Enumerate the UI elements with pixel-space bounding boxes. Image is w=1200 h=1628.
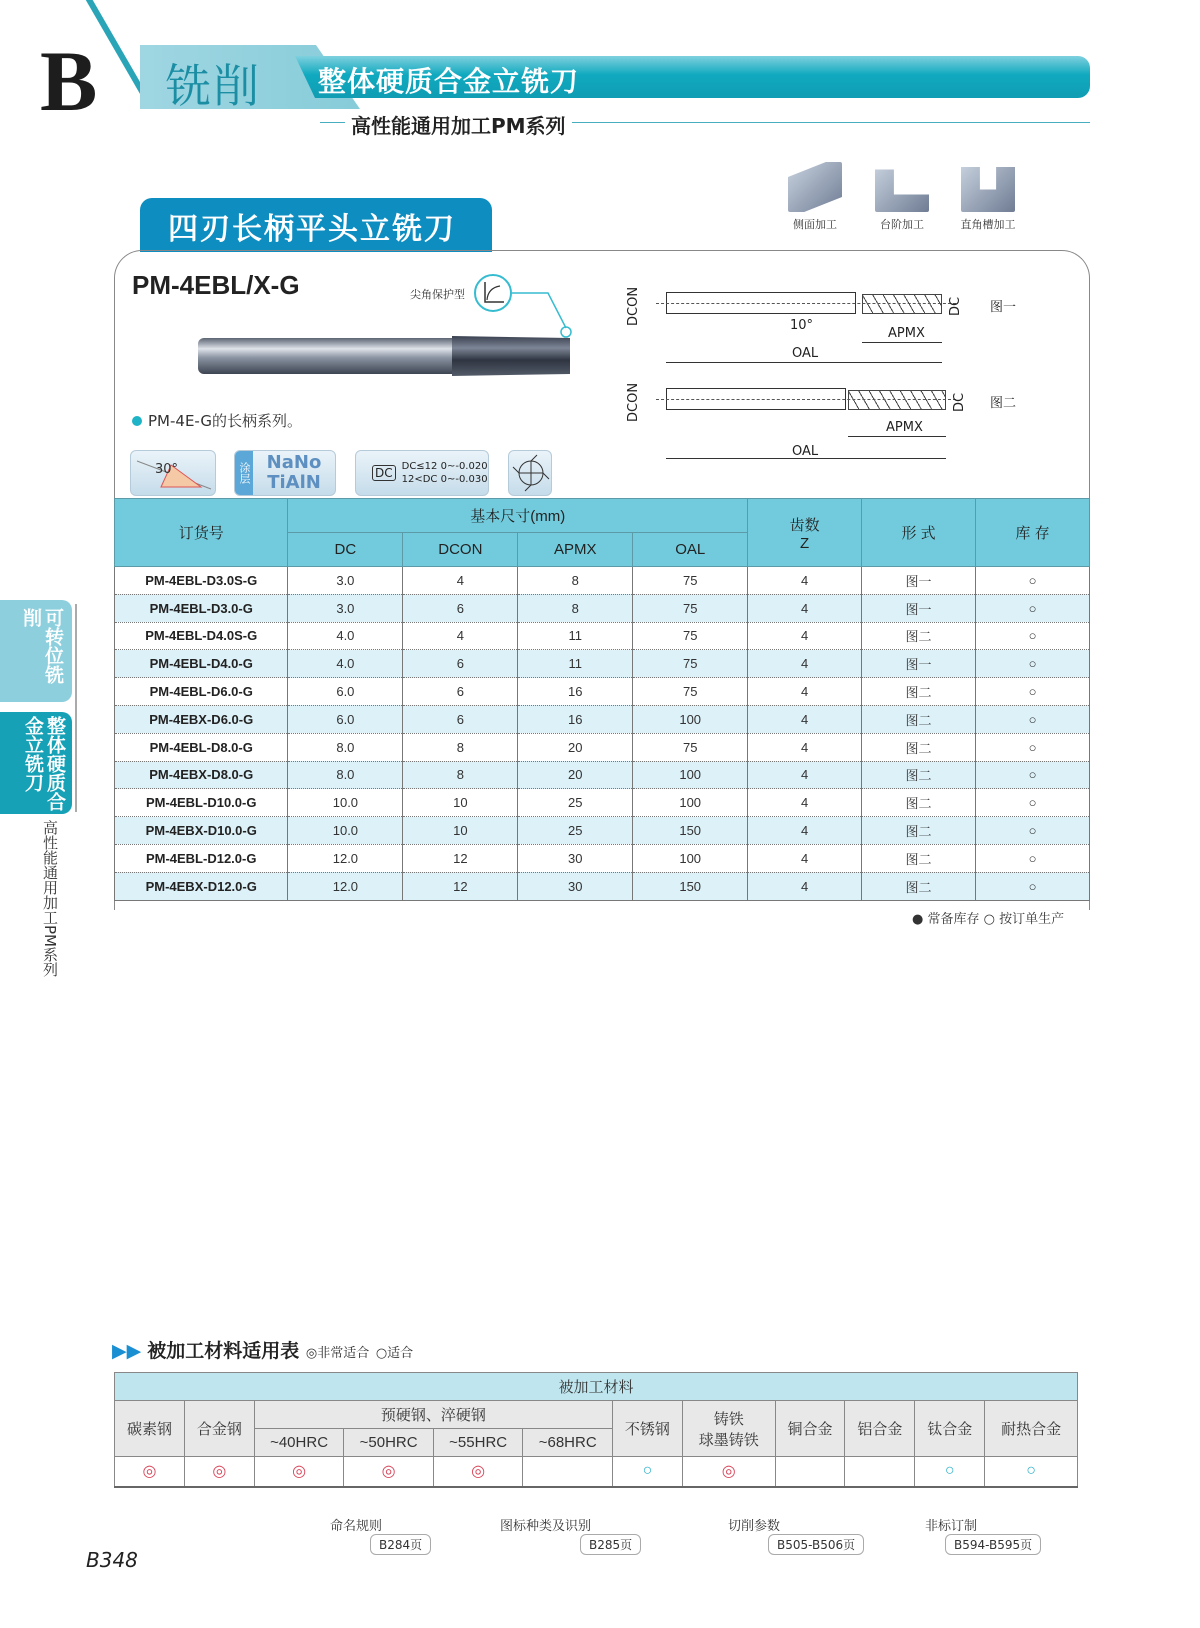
flute-outline [848,390,946,410]
endmill-flute-image [452,336,570,376]
table-row: PM-4EBL-D3.0-G 3.0 6 8 75 4 图一 ○ [115,594,1090,622]
col-dc: DC [288,533,403,567]
flute-outline [862,294,942,314]
product-description: PM-4E-G的长柄系列。 [132,410,302,431]
application-shoulder-milling: 台阶加工 [862,162,942,232]
banner-title: 整体硬质合金立铣刀 [318,65,580,98]
slot-milling-icon [961,162,1015,212]
rating-cell: ◎ [682,1457,775,1487]
page-number: B348 [86,1548,138,1572]
endmill-shank-image [198,338,454,374]
col-stock: 库 存 [976,499,1090,567]
side-milling-icon [788,162,842,212]
col-basic-dims: 基本尺寸(mm) [288,499,748,533]
rating-cell: ○ [915,1457,985,1487]
material-table: 被加工材料 碳素钢 合金钢 预硬钢、淬硬钢 不锈钢 铸铁 球墨铸铁 铜合金 铝合金 钛合金 耐热合金 ~40HRC ~50HRC ~55HRC ~68HRC ◎ ◎ ◎ ◎ ◎ ○ ◎ ○ ○ [114,1372,1078,1488]
ref-cutting-params[interactable]: 切削参数 B505-B506页 [728,1515,864,1555]
spec-table [114,498,1090,901]
figure-2-label: 图二 [990,396,1017,411]
shoulder-milling-icon [875,162,929,212]
table-row: PM-4EBL-D4.0-G 4.0 6 11 75 4 图一 ○ [115,650,1090,678]
material-table-title: ▶▶ 被加工材料适用表 ◎非常适合 ○适合 [112,1340,414,1362]
rating-cell: ○ [985,1457,1078,1487]
material-top-header: 被加工材料 [115,1373,1078,1401]
drawing-figure-1: DCON DC 10° APMX OAL [626,286,963,361]
corner-detail-icon [474,274,512,312]
four-flute-icon [508,450,552,496]
col-form: 形 式 [862,499,976,567]
helix-angle-icon [130,450,216,496]
product-model: PM-4EBL/X-G [132,270,300,300]
col-order-no: 订货号 [115,499,288,567]
table-row: PM-4EBX-D6.0-G 6.0 6 16 100 4 图二 ○ [115,705,1090,733]
series-subtitle: 高性能通用加工PM系列 [345,110,572,139]
application-side-milling: 侧面加工 [775,162,855,232]
ref-naming-rules[interactable]: 命名规则 B284页 [330,1515,431,1555]
rating-cell [845,1457,915,1487]
product-category-tab: 四刃长柄平头立铣刀 [140,198,492,252]
tolerance-icon: DC DC≤12 0~-0.020 12<DC 0~-0.030 [355,450,489,496]
side-tab-rule [75,604,77,812]
ref-custom-order[interactable]: 非标订制 B594-B595页 [925,1515,1041,1555]
hardened-steel-header: 预硬钢、淬硬钢 [254,1401,612,1429]
table-row: PM-4EBL-D4.0S-G 4.0 4 11 75 4 图二 ○ [115,622,1090,650]
category-title: 铣削 [165,59,261,113]
rating-cell: ◎ [344,1457,434,1487]
table-row: PM-4EBX-D10.0-G 10.0 10 25 150 4 图二 ○ [115,817,1090,845]
side-tab-solid-carbide-endmill[interactable]: 整体硬质合金立铣刀 [0,712,72,814]
table-row: PM-4EBL-D6.0-G 6.0 6 16 75 4 图二 ○ [115,678,1090,706]
svg-text:30°: 30° [155,462,179,477]
rating-cell: ◎ [184,1457,254,1487]
col-dcon: DCON [403,533,518,567]
rating-cell: ○ [612,1457,682,1487]
col-apmx: APMX [518,533,633,567]
table-row: PM-4EBX-D8.0-G 8.0 8 20 100 4 图二 ○ [115,761,1090,789]
application-slot-milling: 直角槽加工 [948,162,1028,232]
bullet-dot-icon [132,416,142,426]
section-letter: B [40,33,98,129]
side-tab-indexable-milling[interactable]: 可转位铣削 [0,600,72,702]
corner-protection-label: 尖角保护型 [410,288,465,301]
rating-cell [775,1457,845,1487]
rating-cell [523,1457,613,1487]
table-row: PM-4EBL-D12.0-G 12.0 12 30 100 4 图二 ○ [115,844,1090,872]
rating-cell: ◎ [115,1457,185,1487]
table-row: PM-4EBL-D3.0S-G 3.0 4 8 75 4 图一 ○ [115,567,1090,595]
callout-arrow-icon [512,290,572,340]
double-chevron-icon: ▶▶ [112,1340,142,1362]
table-row: PM-4EBL-D10.0-G 10.0 10 25 100 4 图二 ○ [115,789,1090,817]
figure-1-label: 图一 [990,300,1017,315]
col-oal: OAL [633,533,748,567]
coating-icon: 涂层 NaNo TiAlN [234,450,336,496]
table-row: PM-4EBL-D8.0-G 8.0 8 20 75 4 图二 ○ [115,733,1090,761]
stock-legend: ● 常备库存 ○ 按订单生产 [912,912,1065,927]
table-row: PM-4EBX-D12.0-G 12.0 12 30 150 4 图二 ○ [115,872,1090,900]
col-teeth: 齿数 Z [748,499,862,567]
ref-icon-guide[interactable]: 图标种类及识别 B285页 [500,1515,641,1555]
drawing-figure-2: DCON DC APMX OAL [626,382,967,459]
rating-cell: ◎ [433,1457,523,1487]
rating-cell: ◎ [254,1457,344,1487]
side-series-label: 高性能通用加工PM系列 [41,820,59,977]
